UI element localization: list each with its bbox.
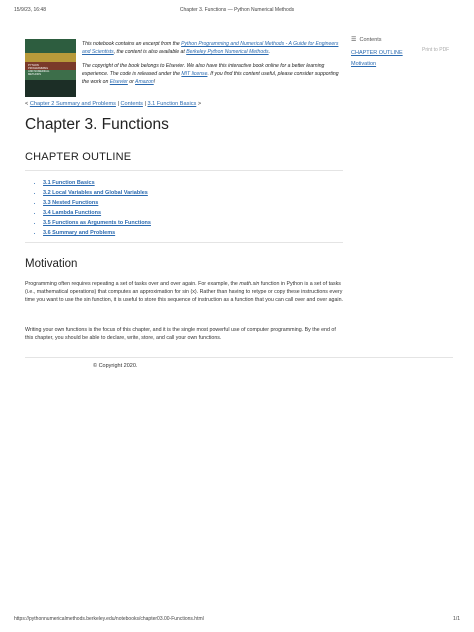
- outline-link-3-1[interactable]: 3.1 Function Basics: [43, 180, 95, 186]
- inline-code-term: math.sin: [239, 281, 260, 287]
- list-item: [43, 208, 151, 218]
- elsevier-link[interactable]: Elsevier: [109, 79, 128, 85]
- print-url: https://pythonnumericalmethods.berkeley.edu/notebooks/chapter03.00-Functions.html: [14, 616, 204, 622]
- cover-title-line: AND NUMERICAL: [28, 70, 50, 73]
- chapter-navigation: < Chapter 2 Summary and Problems | Contents | 3.1 Function Basics >: [25, 101, 202, 107]
- excerpt-paragraph: This notebook contains an excerpt from the Python Programming and Numerical Methods - A Guide for Engineers and Scientists, the content is also available at Berkeley Python Numerical Methods.: [82, 41, 339, 55]
- outline-link-3-3[interactable]: 3.3 Nested Functions: [43, 200, 99, 206]
- outline-link-3-2[interactable]: 3.2 Local Variables and Global Variables: [43, 190, 148, 196]
- outline-link-3-4[interactable]: 3.4 Lambda Functions: [43, 210, 102, 216]
- list-item: [43, 228, 151, 238]
- berkeley-site-link[interactable]: Berkeley Python Numerical Methods: [186, 49, 269, 55]
- book-link[interactable]: Python Programming and Numerical Methods - A Guide for Engineers and Scientists: [82, 41, 339, 55]
- outline-link-3-5[interactable]: 3.5 Functions as Arguments to Functions: [43, 220, 151, 226]
- contents-label: Contents: [359, 37, 382, 43]
- cover-title-line: PROGRAMMING: [28, 67, 49, 70]
- list-icon: ☰: [351, 37, 357, 43]
- divider: [25, 242, 343, 243]
- chapter-outline-list: [25, 178, 151, 238]
- print-to-pdf-button[interactable]: Print to PDF: [422, 47, 450, 53]
- prev-page-link[interactable]: Chapter 2 Summary and Problems: [29, 101, 116, 107]
- outline-link-3-6[interactable]: 3.6 Summary and Problems: [43, 230, 116, 236]
- motivation-paragraph: Writing your own functions is the focus of this chapter, and it is the single most powerful use of computer programming. By the end of this chapter, you should be able to declare, write, store, and call your own functions.: [25, 327, 336, 342]
- cover-title-line: METHODS: [28, 73, 41, 76]
- divider: [25, 170, 343, 171]
- divider: [25, 357, 453, 358]
- book-cover-image: [25, 39, 76, 97]
- chapter-outline-heading: CHAPTER OUTLINE: [25, 151, 132, 163]
- print-page-title: Chapter 3. Functions — Python Numerical Methods: [179, 7, 295, 13]
- toc-item-motivation[interactable]: Motivation: [351, 61, 377, 67]
- contents-link[interactable]: Contents: [120, 101, 143, 107]
- print-page-number: 1/1: [453, 616, 460, 622]
- motivation-heading: Motivation: [25, 258, 78, 270]
- contents-header: [351, 36, 382, 43]
- motivation-paragraph: Programming often requires repeating a set of tasks over and over again. For example, the math.sin function in Python is a set of tasks (i.e., mathematical operations) that computes an approximation for sin (x). Rather than having to retype or copy these instructions every time you want to use the sin function, it is useful to store this sequence of instruction as a function that you can call over and over again.: [25, 281, 343, 304]
- list-item: [43, 188, 151, 198]
- copyright-paragraph: The copyright of the book belongs to Elsevier. We also have this interactive book online for a better learning experience. The code is released under the MIT license. If you find this content useful, please consider supporting the work on Elsevier or Amazon!: [82, 63, 339, 85]
- excerpt-notice: [82, 40, 347, 92]
- page-title: Chapter 3. Functions: [25, 116, 169, 133]
- list-item: [43, 198, 151, 208]
- copyright-footer: © Copyright 2020.: [93, 363, 138, 369]
- amazon-link[interactable]: Amazon: [135, 79, 154, 85]
- list-item: [43, 218, 151, 228]
- mit-license-link[interactable]: MIT license: [181, 71, 208, 77]
- print-date: 15/9/23, 16:48: [14, 7, 46, 13]
- cover-title-line: PYTHON: [28, 64, 39, 67]
- list-item: [43, 178, 151, 188]
- next-page-link[interactable]: 3.1 Function Basics: [147, 101, 197, 107]
- toc-item-chapter-outline[interactable]: CHAPTER OUTLINE: [351, 50, 403, 56]
